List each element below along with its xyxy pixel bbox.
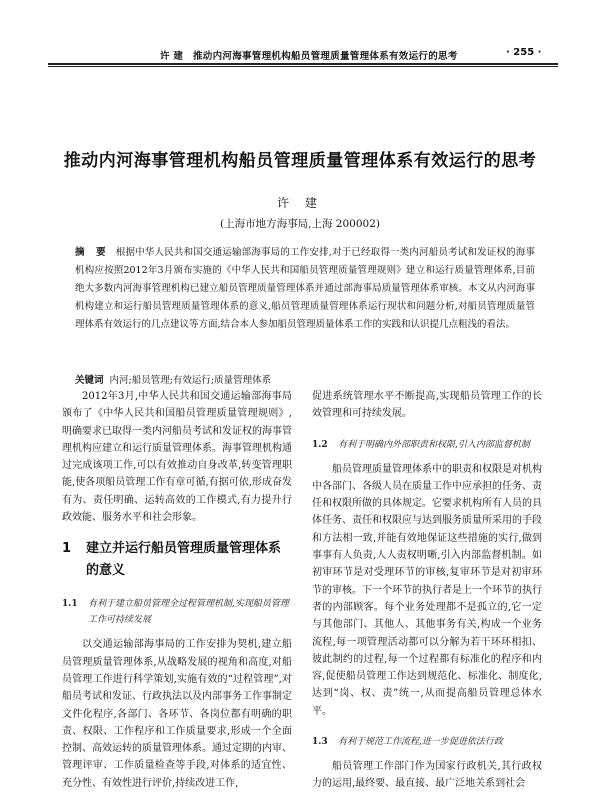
header-rule-thin <box>48 66 558 67</box>
section-1-heading <box>62 538 292 582</box>
keywords-text: 内河;船员管理;有效运行;质量管理体系 <box>109 375 272 386</box>
section-1-1-number: 1.1 <box>62 599 78 610</box>
running-title: 许 建 推动内河海事管理机构船员管理质量管理体系有效运行的思考 <box>160 51 458 62</box>
section-1-3-title: 有利于规范工作流程,进一步促进依法行政 <box>338 737 503 748</box>
section-1-number: 1 <box>62 541 72 557</box>
section-1-2-paragraph: 船员管理质量管理体系中的职责和权限是对机构中各部门、各级人员在质量工作中应承担的任务、责任和权限所做的具体规定。它要求机构所有人员的具体任务、责任和权限应与达到服务质量所采用的手段和方法相一致,并能有效地保证这些措施的实行,做到事事有人负责,人人责权明晰,引入内部监督机制。如初审环节是对受理环节的审核,复审环节是对初审环节的审核。下一个环节的执行者是上一个环节的执行者的内部顾客。每个业务处理都不是孤立的,它一定与其他部门、其他人、其他事务有关,构成一个业务流程,每一项管理活动都可以分解为若干环环相扣、彼此制约的过程,每一个过程都有标准化的程序和内容,促使船员管理工作达到规范化、标准化、制度化,达到“岗、权、责”统一,从而提高船员管理总体水平。 <box>312 463 542 717</box>
abstract-text: 根据中华人民共和国交通运输部海事局的工作安排,对于已经取得一类内河船员考试和发证权的海事机构应按照2012年3月颁布实施的《中华人民共和国船员管理质量管理规则》建立和运行质量管理体系,目前绝大多数内河海事管理机构已建立船员管理质量管理体系并通过部海事局质量管理体系审核。本文从内河海事机构建立和运行船员管理质量管理体系的意义,船员管理质量管理体系运行现状和问题分析,对船员管理质量管理体系有效运行的几点建议等方面,结合本人参加船员管理质量体系工作的实践和认识提几点粗浅的看法。 <box>75 247 535 330</box>
intro-continuation: 促进系统管理水平不断提高,实现船员管理工作的长效管理和可持续发展。 <box>312 391 542 420</box>
right-column <box>312 388 542 793</box>
section-1-2-heading <box>312 437 542 453</box>
section-1-1-heading <box>62 596 292 628</box>
header-rule <box>48 63 558 65</box>
running-header <box>0 0 600 60</box>
author: 许 建 <box>277 196 323 210</box>
section-1-1-paragraph: 以交通运输部海事局的工作安排为契机,建立船员管理质量管理体系,从战略发展的视角和高度,对船员管理工作进行科学策划,实施有效的“过程管理”,对船员考试和发证、行政执法以及内部事务工作事制定文件化程序,各部门、各环节、各岗位都有明确的职责、权限、工作程序和工作质量要求,形成一个全面控制、高效运转的质量管理体系。通过定期的内审、管理评审、工作质量检查等手段,对体系的适宜性、充分性、有效性进行评价,持续改进工作, <box>62 639 292 789</box>
keywords-label: 关键词 <box>75 375 104 386</box>
section-1-3-heading <box>312 734 542 750</box>
section-1-2-number: 1.2 <box>312 439 328 450</box>
section-1-title: 建立并运行船员管理质量管理体系的意义 <box>86 541 282 579</box>
intro-paragraph: 2012年3月,中华人民共和国交通运输部海事局颁布了《中华人民共和国船员管理质量管理规则》,明确要求已取得一类内河船员考试和发证权的海事管理机构应建立和运行质量管理体系。海事管理机构通过完成该项工作,可以有效推动自身改革,转变管理职能,使各项船员管理工作有章可循,有据可依,形成奋发有为、责任明确、运转高效的工作模式,有力提升行政效能、服务水平和社会形象。 <box>62 391 292 524</box>
left-column <box>62 388 292 792</box>
affiliation: (上海市地方海事局,上海 200002) <box>220 218 380 230</box>
section-1-3-number: 1.3 <box>312 737 328 748</box>
page-number: · 255 · <box>506 47 542 58</box>
section-1-2-title: 有利于明确内外部职责和权限,引入内部监督机制 <box>338 439 530 450</box>
abstract-label: 摘 要 <box>75 247 110 258</box>
keywords <box>75 372 535 386</box>
abstract <box>75 244 535 334</box>
section-1-3-paragraph: 船员管理工作部门作为国家行政机关,其行政权力的运用,最终要、最直接、最广泛地关系到社会 <box>312 761 542 790</box>
section-1-1-title: 有利于建立船员管理全过程管理机制,实现船员管理工作可持续发展 <box>88 599 289 626</box>
paper-title: 推动内河海事管理机构船员管理质量管理体系有效运行的思考 <box>63 151 537 171</box>
